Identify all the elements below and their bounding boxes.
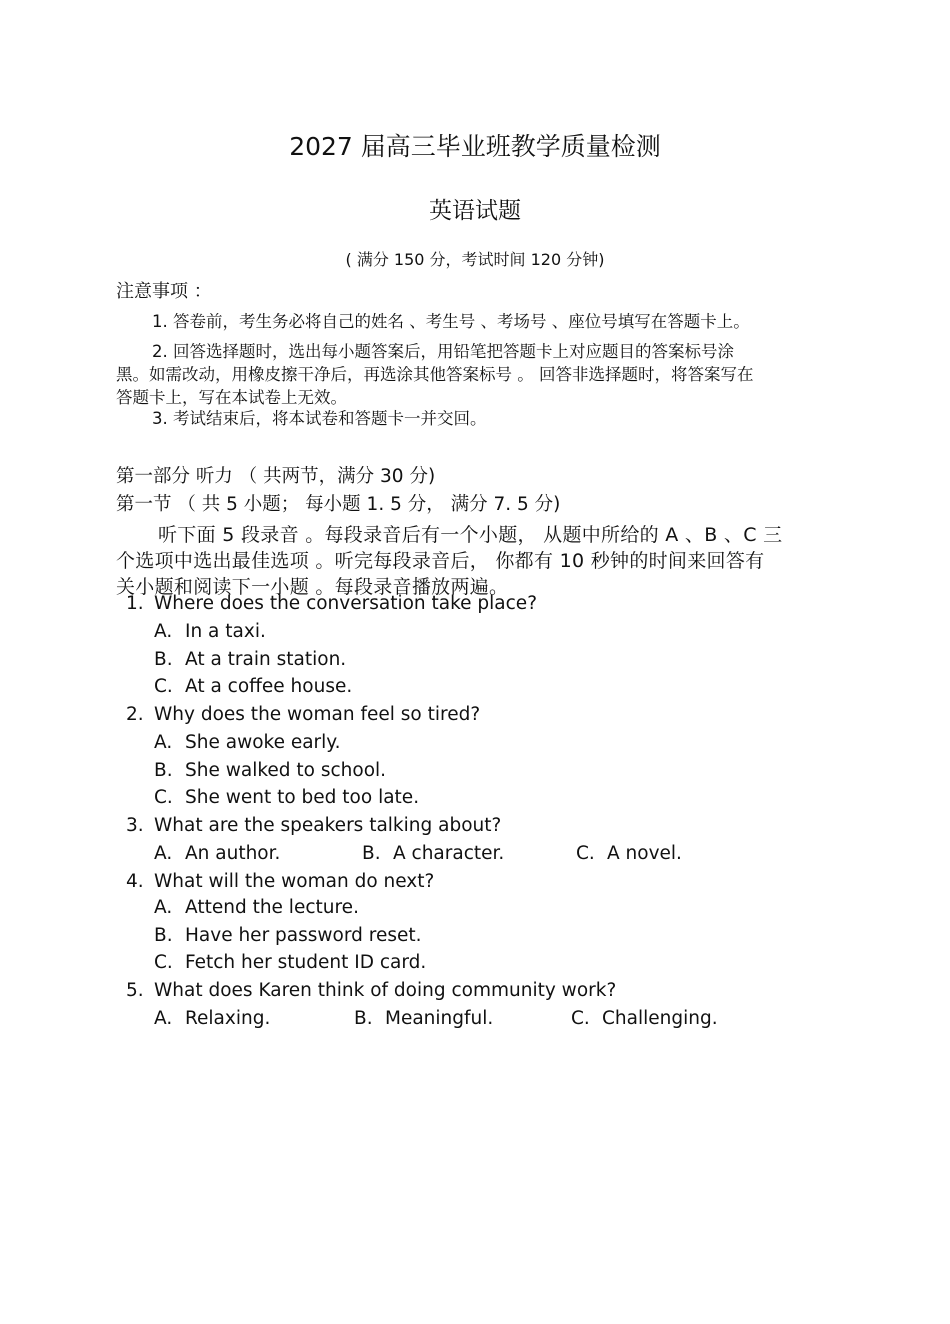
option-4a <box>154 897 359 918</box>
question-number: 2. <box>126 704 144 725</box>
option-letter: A. <box>154 843 173 864</box>
question-number: 4. <box>126 871 144 892</box>
notice-item-2-line-1: 2. 回答选择题时，选出每小题答案后，用铅笔把答题卡上对应题目的答案标号涂 <box>152 342 734 361</box>
part1-heading: 第一部分 听力 （ 共两节，满分 30 分) <box>116 466 436 487</box>
score-info: ( 满分 150 分，考试时间 120 分钟) <box>345 250 605 269</box>
question-2 <box>126 704 480 725</box>
option-letter: C. <box>154 676 173 697</box>
option-letter: A. <box>154 621 173 642</box>
option-4c <box>154 952 426 973</box>
exam-title: 2027 届高三毕业班教学质量检测 <box>289 132 661 161</box>
option-text: She went to bed too late. <box>185 787 420 808</box>
option-letter: A. <box>154 897 173 918</box>
option-letter: B. <box>154 925 173 946</box>
option-letter: C. <box>154 787 173 808</box>
option-text: An author. <box>185 843 281 864</box>
notice-heading: 注意事项 ： <box>116 281 212 302</box>
notice-item-1: 1. 答卷前，考生务必将自己的姓名 、考生号 、考场号 、座位号填写在答题卡上。 <box>152 312 750 331</box>
option-text: At a coffee house. <box>185 676 353 697</box>
option-text: She walked to school. <box>185 760 387 781</box>
option-text: Challenging. <box>602 1008 718 1029</box>
question-text: Why does the woman feel so tired? <box>154 704 481 725</box>
option-1b <box>154 649 346 670</box>
exam-subject: 英语试题 <box>429 198 521 224</box>
question-text: What does Karen think of doing community work? <box>154 980 617 1001</box>
option-letter: C. <box>571 1008 590 1029</box>
section1-heading: 第一节 （ 共 5 小题； 每小题 1. 5 分， 满分 7. 5 分) <box>116 494 561 515</box>
option-text: In a taxi. <box>185 621 266 642</box>
option-text: A novel. <box>607 843 682 864</box>
question-4 <box>126 871 434 892</box>
question-number: 1. <box>126 593 144 614</box>
option-1a <box>154 621 266 642</box>
option-1c <box>154 676 352 697</box>
option-letter: B. <box>154 760 173 781</box>
option-text: Fetch her student ID card. <box>185 952 427 973</box>
option-3c <box>576 843 682 864</box>
notice-item-2-line-2: 黑。如需改动，用橡皮擦干净后，再选涂其他答案标号 。 回答非选择题时，将答案写在 <box>116 365 754 384</box>
directions-line-3: 关小题和阅读下一小题 。每段录音播放两遍。 <box>116 576 509 598</box>
question-number: 3. <box>126 815 144 836</box>
option-letter: B. <box>354 1008 373 1029</box>
option-text: She awoke early. <box>185 732 341 753</box>
option-text: Have her password reset. <box>185 925 422 946</box>
option-letter: C. <box>576 843 595 864</box>
option-letter: B. <box>154 649 173 670</box>
question-3 <box>126 815 501 836</box>
option-letter: C. <box>154 952 173 973</box>
notice-item-3: 3. 考试结束后，将本试卷和答题卡一并交回。 <box>152 409 487 428</box>
option-text: Meaningful. <box>385 1008 494 1029</box>
option-text: Attend the lecture. <box>185 897 359 918</box>
question-5 <box>126 980 616 1001</box>
directions-line-2: 个选项中选出最佳选项 。听完每段录音后， 你都有 10 秒钟的时间来回答有 <box>116 550 765 572</box>
option-text: Relaxing. <box>185 1008 271 1029</box>
option-2a <box>154 732 341 753</box>
option-letter: B. <box>362 843 381 864</box>
option-3a <box>154 843 280 864</box>
option-5b <box>354 1008 493 1029</box>
question-text: Where does the conversation take place? <box>154 593 538 614</box>
option-2c <box>154 787 419 808</box>
question-text: What are the speakers talking about? <box>154 815 502 836</box>
option-3b <box>362 843 504 864</box>
option-letter: A. <box>154 1008 173 1029</box>
question-number: 5. <box>126 980 144 1001</box>
option-letter: A. <box>154 732 173 753</box>
question-1 <box>126 593 537 614</box>
question-text: What will the woman do next? <box>154 871 435 892</box>
option-5a <box>154 1008 270 1029</box>
option-text: At a train station. <box>185 649 347 670</box>
directions-line-1: 听下面 5 段录音 。每段录音后有一个小题， 从题中所给的 A 、B 、C 三 <box>158 524 783 546</box>
option-5c <box>571 1008 718 1029</box>
option-text: A character. <box>393 843 505 864</box>
option-4b <box>154 925 422 946</box>
option-2b <box>154 760 386 781</box>
notice-item-2-line-3: 答题卡上，写在本试卷上无效。 <box>116 388 347 407</box>
